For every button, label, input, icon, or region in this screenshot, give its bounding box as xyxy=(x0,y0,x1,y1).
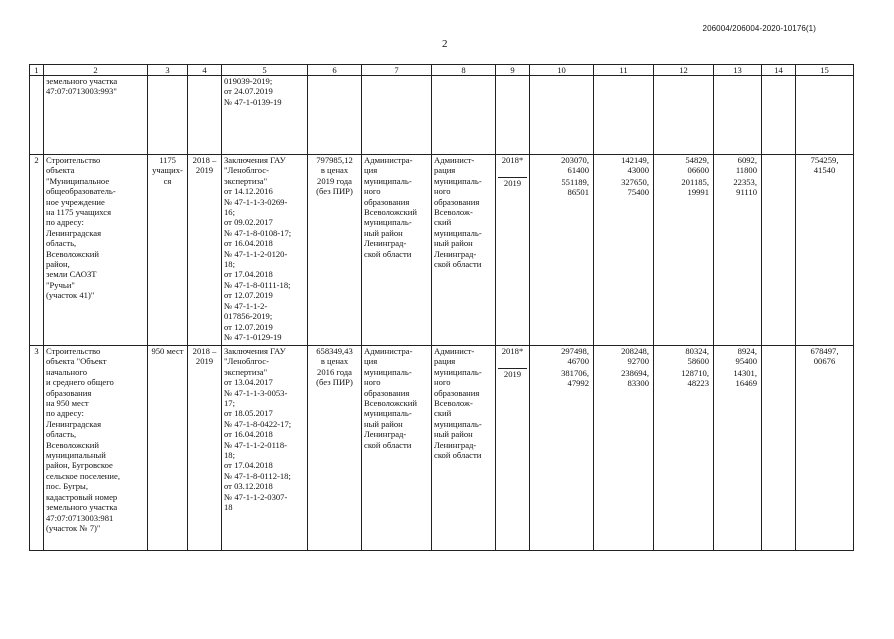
object-name-cell: Строительство объекта "Муниципальное общеобразователь- ное учреждение на 1175 учащихся по адресу: Ленинградская область, Всеволожский район, земли САОЗТ "Ручьи" (участок 41)" xyxy=(44,155,148,346)
funding-value: 14301, 16469 xyxy=(733,368,757,389)
table-row xyxy=(30,76,854,155)
object-name-cell: земельного участка 47:07:0713003:993" xyxy=(44,76,148,155)
funding-value: 128710, 48223 xyxy=(681,368,709,389)
regional-funding-cell xyxy=(654,76,714,155)
estimated-cost-cell: 754259, 41540 xyxy=(796,155,854,346)
capacity-cell: 1175 учащих- ся xyxy=(148,155,188,346)
developer-cell: Админист- рация муниципаль- ного образования Всеволож- ский муниципаль- ный район Ленинград- ской области xyxy=(432,346,496,551)
year-cell xyxy=(496,155,530,346)
header-cell: 13 xyxy=(714,65,762,76)
note-cell xyxy=(762,155,796,346)
funding-value: 297498, 46700 xyxy=(561,346,589,367)
regional-funding-cell xyxy=(654,346,714,551)
funding-value: 80324, 58600 xyxy=(685,346,709,367)
expertise-cell: Заключения ГАУ "Леноблгос- экспертиза" от 13.04.2017 № 47-1-1-3-0053- 17; от 18.05.2017 № 47-1-8-0422-17; от 16.04.2018 № 47-1-1-2-0118- 18; от 17.04.2018 № 47-1-8-0112-18; от 03.12.2018 № 47-1-1-2-0307- 18 xyxy=(222,346,308,551)
header-cell: 15 xyxy=(796,65,854,76)
header-cell: 11 xyxy=(594,65,654,76)
funding-value: 201185, 19991 xyxy=(681,177,709,198)
period-cell xyxy=(188,76,222,155)
year-value: 2018* xyxy=(498,346,527,369)
year-value: 2018* xyxy=(498,155,527,178)
page-number: 2 xyxy=(442,38,448,50)
funding-value: 203070, 61400 xyxy=(561,155,589,176)
capacity-cell xyxy=(148,76,188,155)
estimated-cost-cell xyxy=(796,76,854,155)
object-name-cell: Строительство объекта "Объект начального и среднего общего образования на 950 мест по адресу: Ленинградская область, Всеволожский муниципальный район, Бугровское сельское поселение, пос. Бугры, кадастровый номер земельного участка 47:07:0713003:981 (участок № 7)" xyxy=(44,346,148,551)
year-value: 2019 xyxy=(503,178,522,188)
header-cell: 3 xyxy=(148,65,188,76)
year-value: 2019 xyxy=(503,369,522,379)
period-cell: 2018 – 2019 xyxy=(188,346,222,551)
year-cell xyxy=(496,346,530,551)
row-number-cell: 2 xyxy=(30,155,44,346)
funding-value: 208248, 92700 xyxy=(621,346,649,367)
estimated-cost-cell: 678497, 00676 xyxy=(796,346,854,551)
table-row xyxy=(30,155,854,346)
funding-value: 327650, 75400 xyxy=(621,177,649,198)
capacity-cell: 950 мест xyxy=(148,346,188,551)
funding-value: 8924, 95400 xyxy=(735,346,757,367)
header-cell: 4 xyxy=(188,65,222,76)
funding-value: 238694, 83300 xyxy=(621,368,649,389)
expertise-cell: Заключения ГАУ "Леноблгос- экспертиза" от 14.12.2016 № 47-1-1-3-0269- 16; от 09.02.2017 № 47-1-8-0108-17; от 16.04.2018 № 47-1-1-2-0120- 18; от 17.04.2018 № 47-1-8-0111-18; от 12.07.2019 № 47-1-1-2- 017856-2019; от 12.07.2019 № 47-1-0129-19 xyxy=(222,155,308,346)
year-cell xyxy=(496,76,530,155)
federal-funding-cell xyxy=(594,155,654,346)
funding-value: 142149, 43000 xyxy=(621,155,649,176)
funding-value: 6092, 11800 xyxy=(735,155,757,176)
row-number-cell xyxy=(30,76,44,155)
period-cell: 2018 – 2019 xyxy=(188,155,222,346)
header-cell: 14 xyxy=(762,65,796,76)
header-cell: 9 xyxy=(496,65,530,76)
customer-cell xyxy=(362,76,432,155)
total-funding-cell xyxy=(530,346,594,551)
header-cell: 1 xyxy=(30,65,44,76)
total-funding-cell xyxy=(530,155,594,346)
header-cell: 10 xyxy=(530,65,594,76)
developer-cell xyxy=(432,76,496,155)
header-cell: 12 xyxy=(654,65,714,76)
developer-cell: Админист- рация муниципаль- ного образования Всеволож- ский муниципаль- ный район Ленинград- ской области xyxy=(432,155,496,346)
header-cell: 7 xyxy=(362,65,432,76)
table-header-row xyxy=(30,65,854,76)
header-cell: 2 xyxy=(44,65,148,76)
note-cell xyxy=(762,346,796,551)
funding-value: 551189, 86501 xyxy=(561,177,589,198)
local-funding-cell xyxy=(714,346,762,551)
federal-funding-cell xyxy=(594,76,654,155)
regional-funding-cell xyxy=(654,155,714,346)
funding-value: 381706, 47992 xyxy=(561,368,589,389)
funding-value: 54829, 06600 xyxy=(685,155,709,176)
local-funding-cell xyxy=(714,155,762,346)
customer-cell: Администра- ция муниципаль- ного образования Всеволожский муниципаль- ный район Ленинград- ской области xyxy=(362,155,432,346)
document-id: 206004/206004-2020-10176(1) xyxy=(702,24,816,33)
header-cell: 6 xyxy=(308,65,362,76)
table-row xyxy=(30,346,854,551)
local-funding-cell xyxy=(714,76,762,155)
total-funding-cell xyxy=(530,76,594,155)
cost-cell xyxy=(308,76,362,155)
federal-funding-cell xyxy=(594,346,654,551)
cost-cell: 797985,12 в ценах 2019 года (без ПИР) xyxy=(308,155,362,346)
funding-value: 22353, 91110 xyxy=(733,177,757,198)
header-cell: 5 xyxy=(222,65,308,76)
expertise-cell: 019039-2019; от 24.07.2019 № 47-1-0139-19 xyxy=(222,76,308,155)
header-cell: 8 xyxy=(432,65,496,76)
row-number-cell: 3 xyxy=(30,346,44,551)
customer-cell: Администра- ция муниципаль- ного образования Всеволожский муниципаль- ный район Ленинград- ской области xyxy=(362,346,432,551)
note-cell xyxy=(762,76,796,155)
investment-table xyxy=(29,64,854,551)
cost-cell: 658349,43 в ценах 2016 года (без ПИР) xyxy=(308,346,362,551)
